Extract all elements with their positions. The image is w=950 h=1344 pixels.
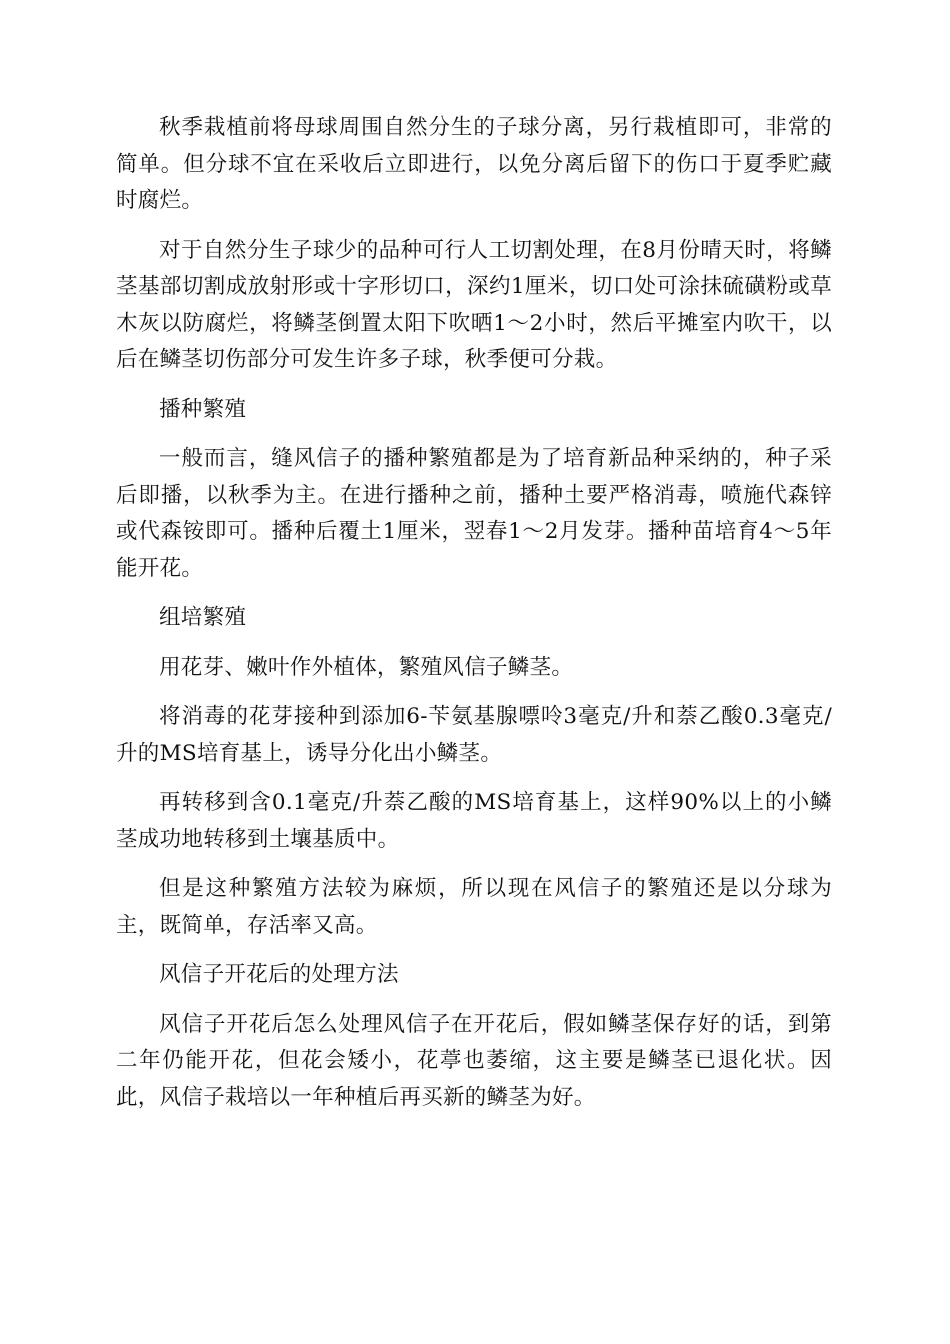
paragraph-seed-propagation: 一般而言，缝风信子的播种繁殖都是为了培育新品种采纳的，种子采后即播，以秋季为主。在进行播种之前，播种土要严格消毒，喷施代森锌或代森铵即可。播种后覆土1厘米，翌春1～2月发芽。播种苗培育4～5年能开花。	[116, 446, 832, 581]
paragraph-inoculation: 将消毒的花芽接种到添加6-苄氨基腺嘌呤3毫克/升和萘乙酸0.3毫克/升的MS培育基上，诱导分化出小鳞茎。	[116, 704, 832, 766]
paragraph-after-flowering: 风信子开花后怎么处理风信子在开花后，假如鳞茎保存好的话，到第二年仍能开花，但花会矮小，花葶也萎缩，这主要是鳞茎已退化状。因此，风信子栽培以一年种植后再买新的鳞茎为好。	[116, 1011, 832, 1110]
section-heading-after-flowering: 风信子开花后的处理方法	[159, 962, 399, 987]
section-heading-seed-propagation: 播种繁殖	[159, 396, 247, 422]
paragraph-method-note: 但是这种繁殖方法较为麻烦，所以现在风信子的繁殖还是以分球为主，既简单，存活率又高。	[116, 876, 832, 938]
paragraph-bulb-division: 秋季栽植前将母球周围自然分生的子球分离，另行栽植即可，非常的简单。但分球不宜在采收后立即进行，以免分离后留下的伤口于夏季贮藏时腐烂。	[116, 115, 832, 213]
section-heading-tissue-culture: 组培繁殖	[159, 605, 247, 630]
paragraph-transfer: 再转移到含0.1毫克/升萘乙酸的MS培育基上，这样90%以上的小鳞茎成功地转移到土壤基质中。	[116, 790, 832, 852]
paragraph-explant: 用花芽、嫩叶作外植体，繁殖风信子鳞茎。	[159, 654, 574, 680]
document-page	[116, 110, 832, 1129]
paragraph-artificial-cutting: 对于自然分生子球少的品种可行人工切割处理，在8月份晴天时，将鳞茎基部切割成放射形或十字形切口，深约1厘米，切口处可涂抹硫磺粉或草木灰以防腐烂，将鳞茎倒置太阳下吹晒1～2小时，然后平摊室内吹干，以后在鳞茎切伤部分可发生许多子球，秋季便可分栽。	[116, 237, 832, 372]
